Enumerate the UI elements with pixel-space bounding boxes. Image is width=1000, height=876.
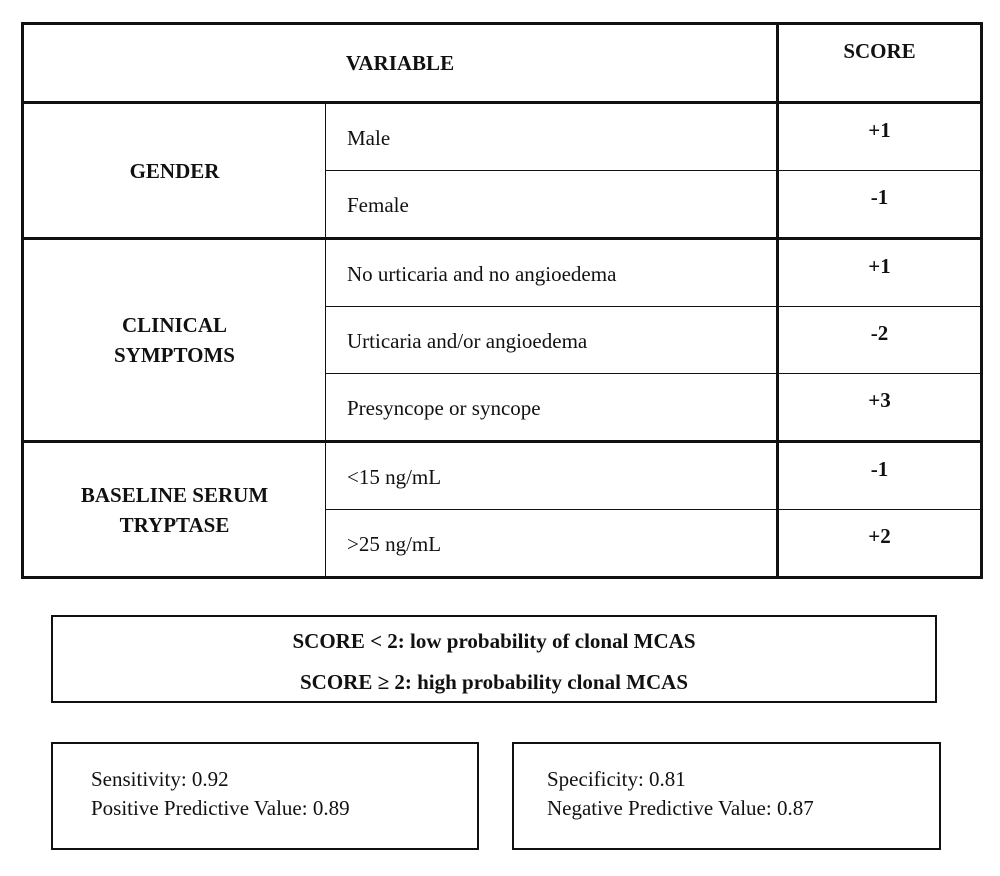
sensitivity-box — [51, 742, 479, 850]
scoring-table — [21, 22, 983, 579]
option-cell: <15 ng/mL — [326, 442, 778, 510]
ppv-text: Positive Predictive Value: 0.89 — [91, 796, 350, 820]
score-cell: +2 — [778, 510, 982, 578]
option-cell: Presyncope or syncope — [326, 374, 778, 442]
option-cell: Female — [326, 171, 778, 239]
category-clinical-symptoms: CLINICAL SYMPTOMS — [23, 239, 326, 442]
low-probability-text: SCORE < 2: low probability of clonal MCAS — [292, 629, 696, 653]
score-cell: +1 — [778, 239, 982, 307]
option-cell: Male — [326, 103, 778, 171]
score-cell: -1 — [778, 442, 982, 510]
category-gender: GENDER — [23, 103, 326, 239]
table-row — [23, 442, 982, 510]
score-cell: -2 — [778, 307, 982, 374]
npv-text: Negative Predictive Value: 0.87 — [547, 796, 814, 820]
option-cell: >25 ng/mL — [326, 510, 778, 578]
score-cell: +1 — [778, 103, 982, 171]
category-baseline-serum-tryptase: BASELINE SERUM TRYPTASE — [23, 442, 326, 578]
specificity-box — [512, 742, 941, 850]
sensitivity-text: Sensitivity: 0.92 — [91, 767, 229, 791]
specificity-text: Specificity: 0.81 — [547, 767, 686, 791]
score-cell: +3 — [778, 374, 982, 442]
score-cell: -1 — [778, 171, 982, 239]
table-row — [23, 103, 982, 171]
option-cell: Urticaria and/or angioedema — [326, 307, 778, 374]
variable-header: VARIABLE — [23, 24, 778, 103]
interpretation-box — [51, 615, 937, 703]
high-probability-text: SCORE ≥ 2: high probability clonal MCAS — [299, 670, 689, 694]
table-header-row — [23, 24, 982, 103]
table-row — [23, 239, 982, 307]
option-cell: No urticaria and no angioedema — [326, 239, 778, 307]
score-header: SCORE — [778, 24, 982, 103]
